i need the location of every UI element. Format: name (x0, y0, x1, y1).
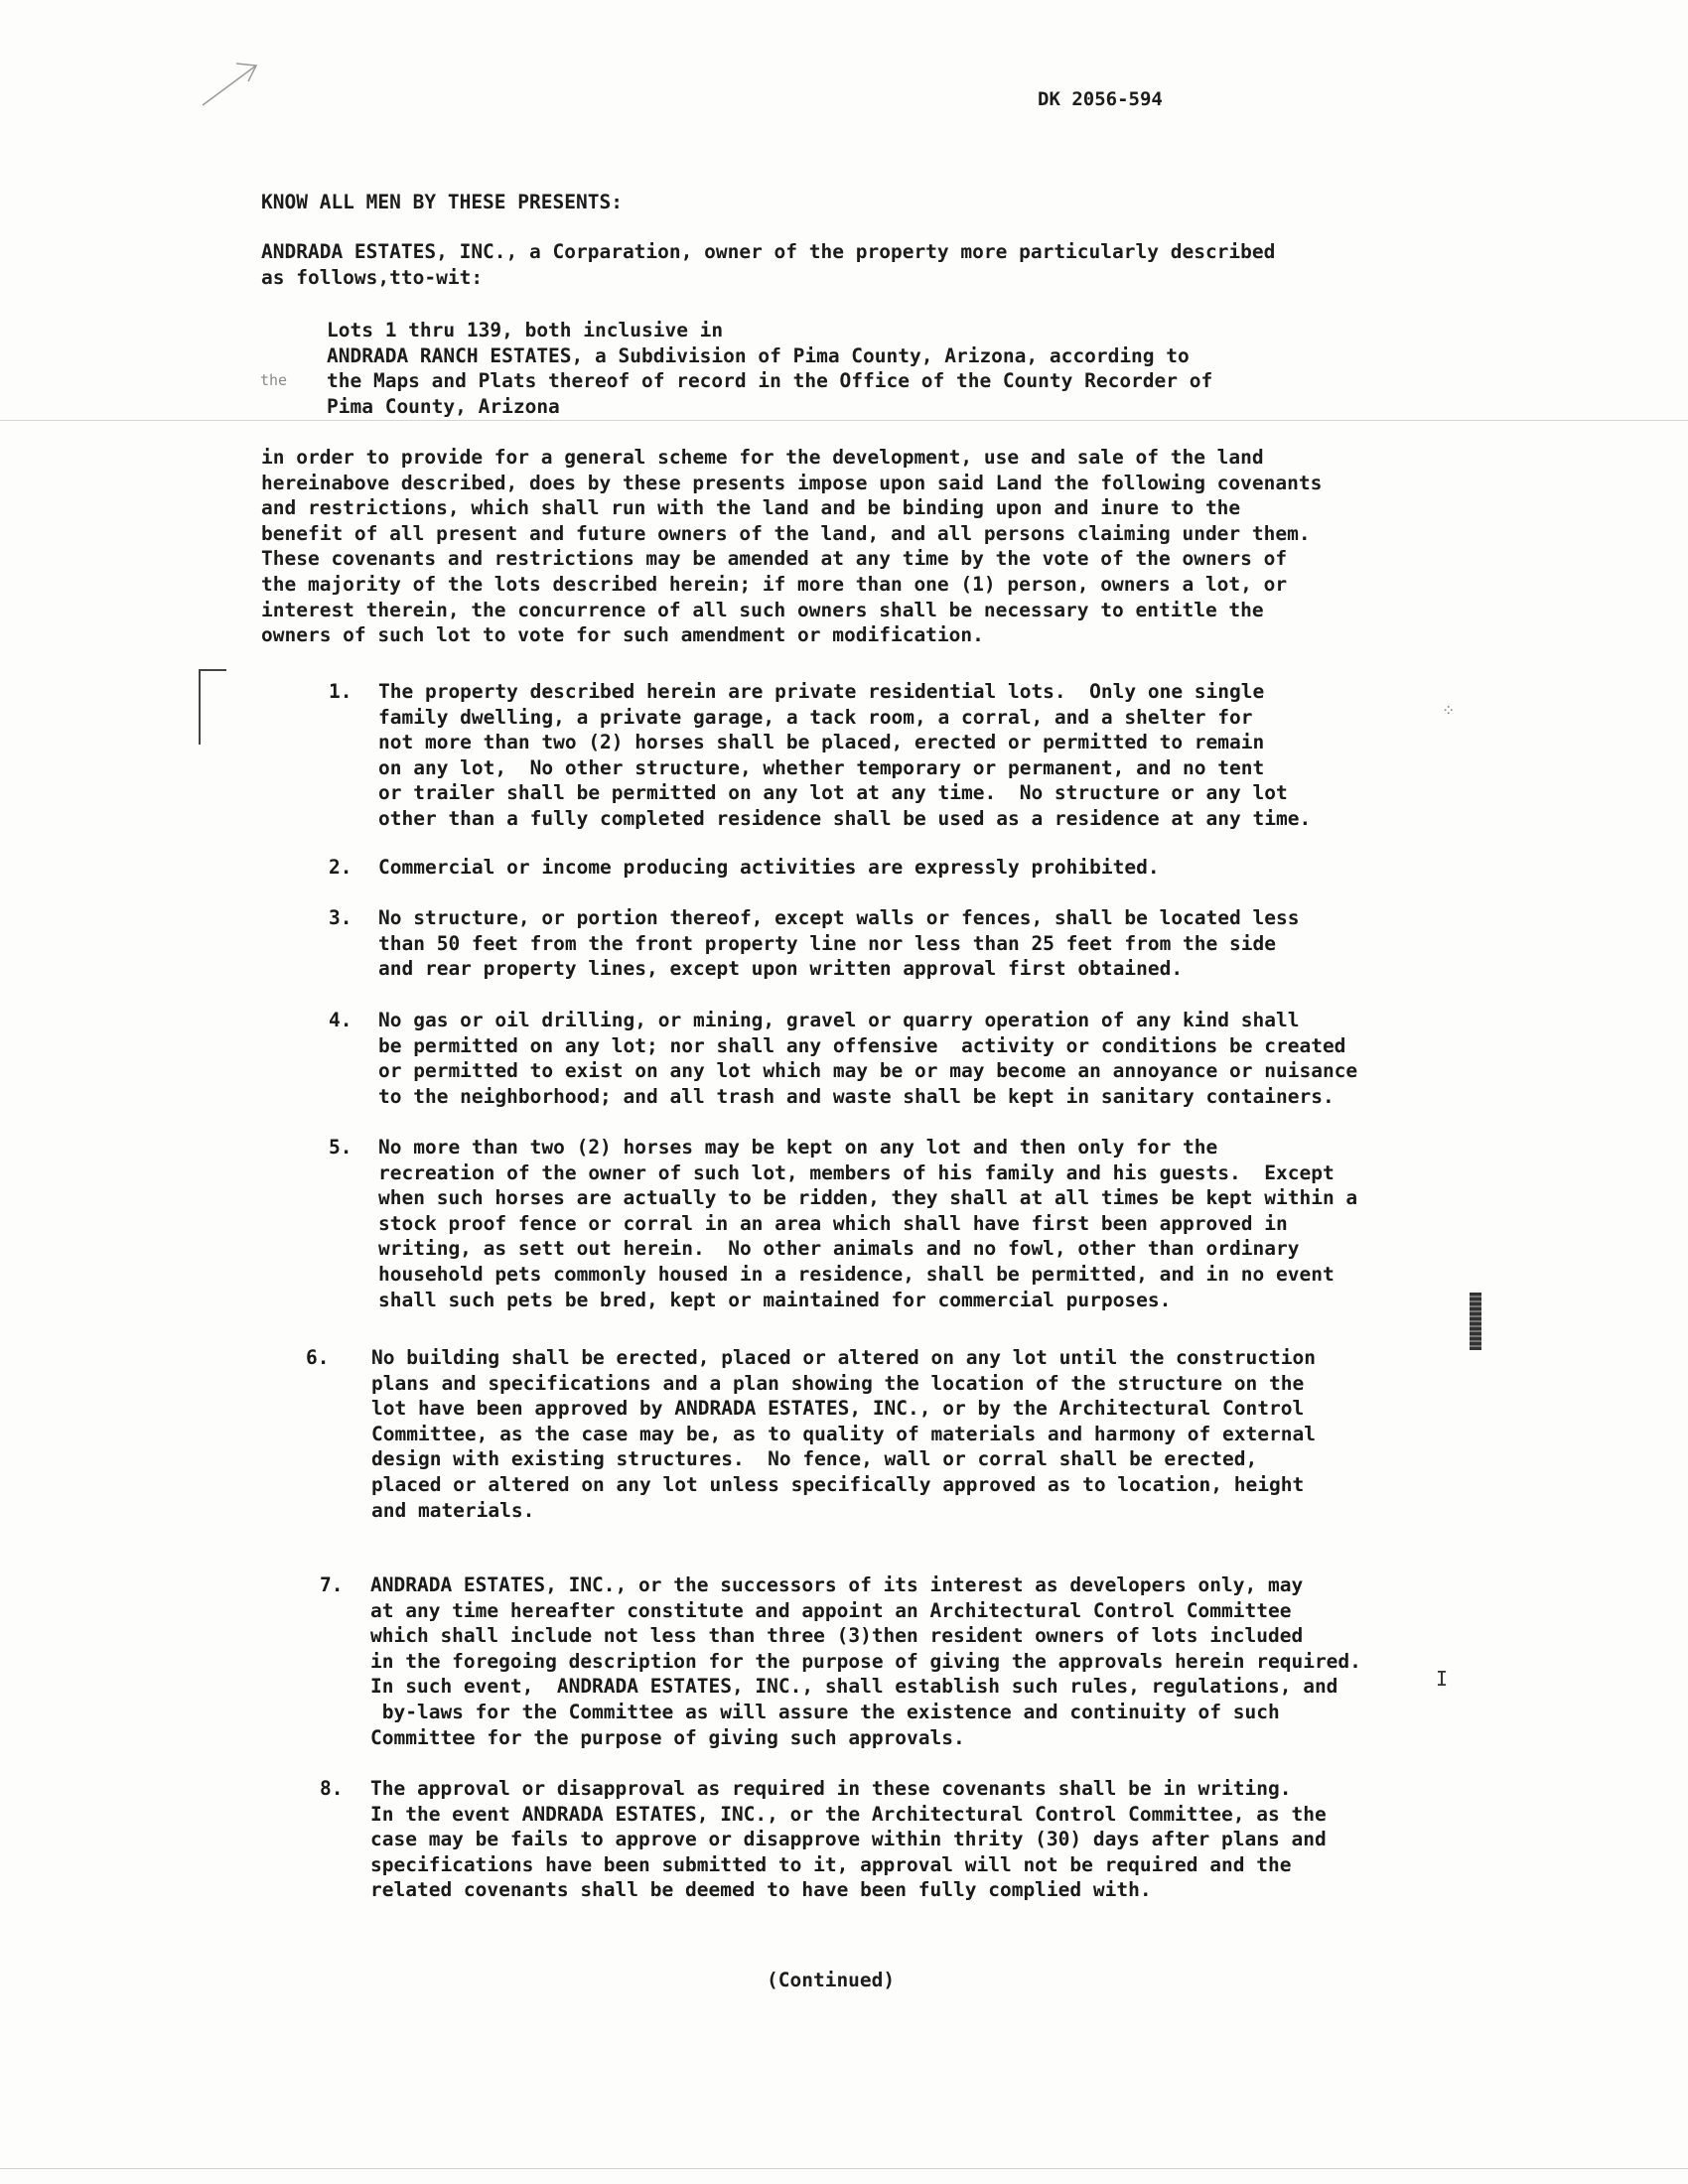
scan-speck: ⁘ (1442, 701, 1456, 720)
item-number: 2. (329, 856, 352, 879)
right-margin-mark: I (1436, 1667, 1449, 1691)
document-heading: KNOW ALL MEN BY THESE PRESENTS: (261, 191, 623, 213)
item-text: ANDRADA ESTATES, INC., or the successors of its interest as developers only, may at any time hereafter constitute and appoint an Architectural Control Committee which shall include not less than three (3)then resident owners of lots included in the foregoing description for the purpose of giving the approvals herein required. In such event, ANDRADA ESTATES, INC., shall establish such rules, regulations, and by-laws for the Committee as will assure the existence and continuity of such Committee for the purpose of giving such approvals. (370, 1573, 1361, 1749)
margin-bracket-mark (199, 669, 226, 745)
item-number: 6. (306, 1346, 330, 1369)
intro-paragraph: ANDRADA ESTATES, INC., a Corparation, owner of the property more particularly described as follows,tto-wit: (261, 240, 1276, 289)
item-number: 1. (329, 680, 352, 703)
item-number: 4. (329, 1009, 352, 1031)
item-text: No structure, or portion thereof, except walls or fences, shall be located less than 50 feet from the front property line nor less than 25 feet from the side and rear property lines, except upon written approval first obtained. (378, 906, 1300, 981)
item-text: No gas or oil drilling, or mining, gravel or quarry operation of any kind shall be permitted on any lot; nor shall any offensive activity or conditions be created or permitted to exist on any lot which may be or may become an annoyance or nuisance to the neighborhood; and all trash and waste shall be kept in sanitary containers. (378, 1009, 1358, 1108)
marginal-note: the (260, 371, 288, 389)
item-number: 3. (329, 906, 352, 929)
item-number: 8. (320, 1777, 344, 1800)
continued-label: (Continued) (767, 1969, 896, 1991)
item-text: No more than two (2) horses may be kept on any lot and then only for the recreation of the owner of such lot, members of his family and his guests. Except when such horses are actually to be ridden, they shall at all times be kept within a stock proof fence or corral in an area which shall have first been approved in writing, as sett out herein. No other animals and no fowl, other than ordinary household pets commonly housed in a residence, shall be permitted, and in no event shall such pets be bred, kept or maintained for commercial purposes. (378, 1136, 1358, 1311)
scan-stain (1470, 1293, 1481, 1350)
item-text: The approval or disapproval as required in these covenants shall be in writing. In the event ANDRADA ESTATES, INC., or the Architectural Control Committee, as the case may be fails to approve or disapprove within thrity (30) days after plans and specifications have been submitted to it, approval will not be required and the related covenants shall be deemed to have been fully complied with. (370, 1777, 1327, 1902)
item-number: 5. (329, 1136, 352, 1159)
item-text: Commercial or income producing activities are expressly prohibited. (378, 856, 1160, 879)
scan-arrow-mark (197, 56, 266, 111)
item-text: The property described herein are private residential lots. Only one single family dwelling, a private garage, a tack room, a corral, and a shelter for not more than two (2) horses shall be placed, erected or permitted to remain on any lot, No other structure, whether temporary or permanent, and no tent or trailer shall be permitted on any lot at any time. No structure or any lot other than a fully completed residence shall be used as a residence at any time. (378, 680, 1312, 830)
legal-description: Lots 1 thru 139, both inclusive in ANDRADA RANCH ESTATES, a Subdivision of Pima County, Arizona, according to the Maps and Plats thereof of record in the Office of the County Recorder of Pima County, Arizona (327, 319, 1213, 418)
item-number: 7. (320, 1573, 344, 1596)
preamble-paragraph: in order to provide for a general scheme for the development, use and sale of the land hereinabove described, does by these presents impose upon said Land the following covenants and restrictions, which shall run with the land and be binding upon and inure to the benefit of all present and future owners of the land, and all persons claiming under them. These covenants and restrictions may be amended at any time by the vote of the owners of the majority of the lots described herein; if more than one (1) person, owners a lot, or interest therein, the concurrence of all such owners shall be necessary to entitle the owners of such lot to vote for such amendment or modification. (261, 446, 1323, 647)
scan-line (0, 2168, 1688, 2169)
document-number: DK 2056-594 (1038, 88, 1163, 110)
scan-line (0, 420, 1688, 421)
item-text: No building shall be erected, placed or altered on any lot until the construction plans and specifications and a plan showing the location of the structure on the lot have been approved by ANDRADA ESTATES, INC., or by the Architectural Control Committee, as the case may be, as to quality of materials and harmony of external design with existing structures. No fence, wall or corral shall be erected, placed or altered on any lot unless specifically approved as to location, height and materials. (371, 1346, 1316, 1522)
